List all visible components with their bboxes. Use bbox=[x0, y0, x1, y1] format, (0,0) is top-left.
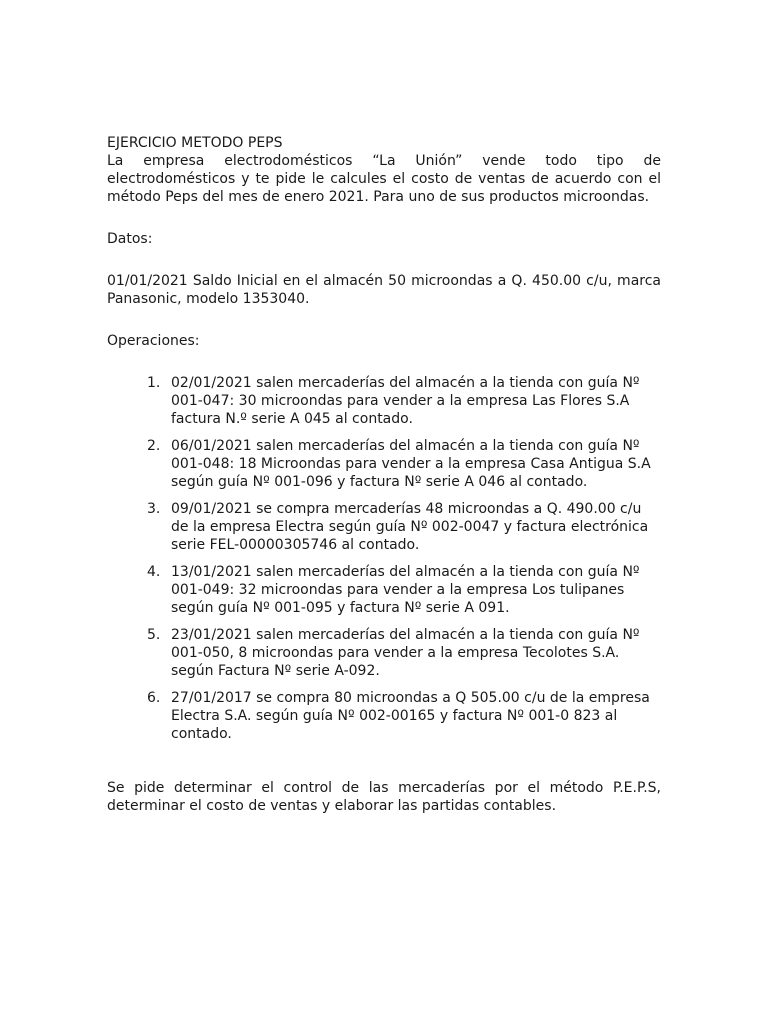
list-item-number: 1. bbox=[147, 375, 161, 391]
document-title: EJERCICIO METODO PEPS bbox=[107, 135, 283, 151]
list-item bbox=[107, 689, 661, 743]
list-item-text: 06/01/2021 salen mercaderías del almacén a la tienda con guía Nº 001-048: 18 Microondas para vender a la empresa Casa Antigua S.A según guía Nº 001-096 y factura Nº serie A 046 al contado. bbox=[171, 438, 651, 490]
list-item-text: 27/01/2017 se compra 80 microondas a Q 505.00 c/u de la empresa Electra S.A. según guía Nº 002-00165 y factura Nº 001-0 823 al contado. bbox=[171, 690, 650, 742]
operaciones-heading: Operaciones: bbox=[107, 333, 200, 349]
document-page bbox=[107, 134, 661, 815]
list-item bbox=[107, 563, 661, 617]
list-item-number: 2. bbox=[147, 438, 161, 454]
intro-paragraph: La empresa electrodomésticos “La Unión” vende todo tipo de electrodomésticos y te pide le calcules el costo de ventas de acuerdo con el método Peps del mes de enero 2021. Para uno de sus productos microondas. bbox=[107, 153, 661, 205]
list-item-number: 6. bbox=[147, 690, 161, 706]
list-item bbox=[107, 626, 661, 680]
list-item bbox=[107, 374, 661, 428]
list-item-number: 4. bbox=[147, 564, 161, 580]
closing-paragraph: Se pide determinar el control de las mercaderías por el método P.E.P.S, determinar el costo de ventas y elaborar las partidas contables. bbox=[107, 780, 661, 814]
list-item-text: 23/01/2021 salen mercaderías del almacén a la tienda con guía Nº 001-050, 8 microondas para vender a la empresa Tecolotes S.A. según Factura Nº serie A-092. bbox=[171, 627, 640, 679]
list-item-text: 02/01/2021 salen mercaderías del almacén a la tienda con guía Nº 001-047: 30 microondas para vender a la empresa Las Flores S.A factura N.º serie A 045 al contado. bbox=[171, 375, 640, 427]
list-item-text: 13/01/2021 salen mercaderías del almacén a la tienda con guía Nº 001-049: 32 microondas para vender a la empresa Los tulipanes según guía Nº 001-095 y factura Nº serie A 091. bbox=[171, 564, 640, 616]
saldo-inicial-paragraph: 01/01/2021 Saldo Inicial en el almacén 50 microondas a Q. 450.00 c/u, marca Panasonic, modelo 1353040. bbox=[107, 273, 661, 307]
list-item-text: 09/01/2021 se compra mercaderías 48 microondas a Q. 490.00 c/u de la empresa Electra según guía Nº 002-0047 y factura electrónica serie FEL-00000305746 al contado. bbox=[171, 501, 649, 553]
datos-heading: Datos: bbox=[107, 231, 153, 247]
operaciones-list bbox=[107, 374, 661, 743]
list-item-number: 5. bbox=[147, 627, 161, 643]
list-item-number: 3. bbox=[147, 501, 161, 517]
list-item bbox=[107, 500, 661, 554]
list-item bbox=[107, 437, 661, 491]
